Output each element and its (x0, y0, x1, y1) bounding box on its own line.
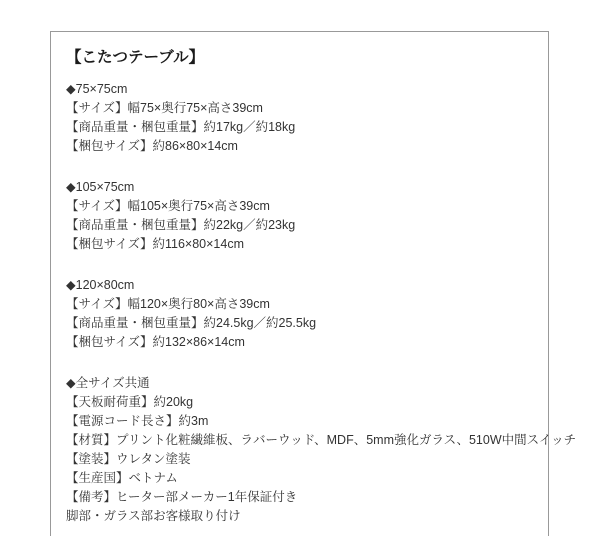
spec-title: 【こたつテーブル】 (66, 49, 205, 66)
section-heading-common: ◆全サイズ共通 (66, 376, 150, 390)
spec-line-weight: 【商品重量・梱包重量】約17kg／約18kg (66, 120, 296, 134)
section-heading-120x80: ◆120×80cm (66, 278, 135, 292)
spec-line-assembly-note: 脚部・ガラス部お客様取り付け (66, 509, 241, 523)
spec-section-105x75 (66, 178, 534, 254)
spec-section-common (66, 374, 577, 526)
spec-line-package-size: 【梱包サイズ】約132×86×14cm (66, 335, 245, 349)
spec-line-size: 【サイズ】幅120×奥行80×高さ39cm (66, 297, 270, 311)
section-heading-75x75: ◆75×75cm (66, 82, 128, 96)
spec-line-country: 【生産国】ベトナム (66, 471, 178, 485)
spec-section-120x80 (66, 276, 534, 352)
spec-line-warranty-note: 【備考】ヒーター部メーカー1年保証付き (66, 490, 298, 504)
section-heading-105x75: ◆105×75cm (66, 180, 135, 194)
spec-line-size: 【サイズ】幅105×奥行75×高さ39cm (66, 199, 270, 213)
spec-line-coating: 【塗装】ウレタン塗装 (66, 452, 191, 466)
kotatsu-spec-panel (50, 31, 577, 536)
spec-line-size: 【サイズ】幅75×奥行75×高さ39cm (66, 101, 263, 115)
spec-line-load-capacity: 【天板耐荷重】約20kg (66, 395, 194, 409)
spec-line-package-size: 【梱包サイズ】約86×80×14cm (66, 139, 238, 153)
spec-line-package-size: 【梱包サイズ】約116×80×14cm (66, 237, 244, 251)
spec-line-cord-length: 【電源コード長さ】約3m (66, 414, 209, 428)
spec-section-75x75 (66, 80, 534, 156)
spec-line-material: 【材質】プリント化粧繊維板、ラバーウッド、MDF、5mm強化ガラス、510W中間スイッチ (66, 433, 577, 447)
spec-line-weight: 【商品重量・梱包重量】約22kg／約23kg (66, 218, 296, 232)
spec-line-weight: 【商品重量・梱包重量】約24.5kg／約25.5kg (66, 316, 317, 330)
